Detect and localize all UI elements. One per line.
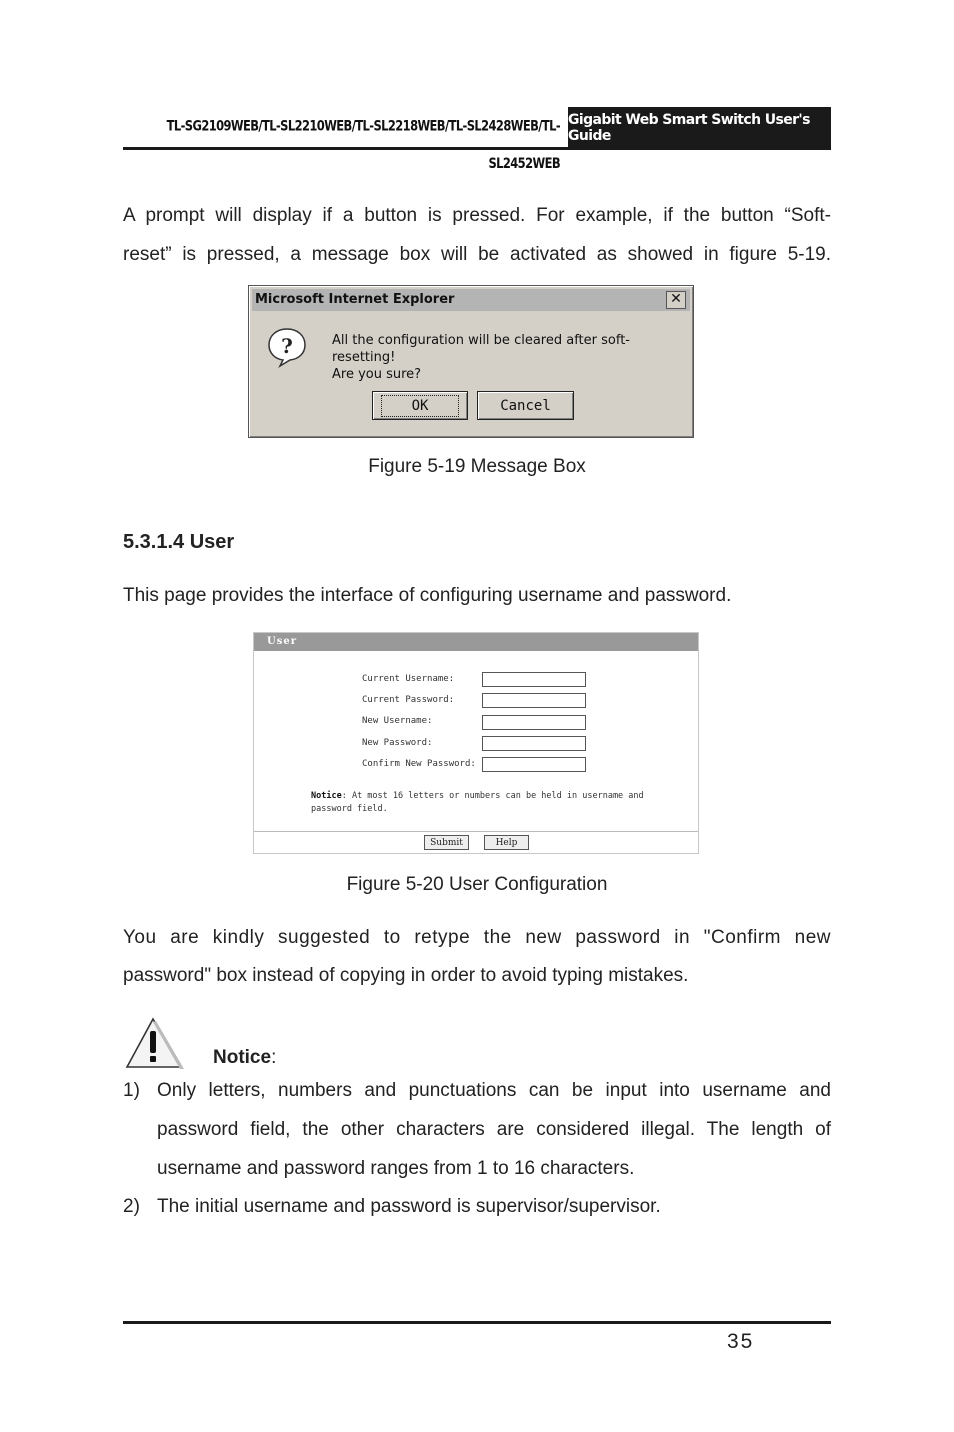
current-username-label: Current Username: bbox=[362, 674, 455, 684]
list-item-number: 2) bbox=[123, 1196, 140, 1217]
question-icon bbox=[266, 326, 308, 368]
confirm-password-label: Confirm New Password: bbox=[362, 759, 476, 769]
message-box-title-bar bbox=[252, 289, 690, 311]
list-item-text: The initial username and password is supervisor/supervisor. bbox=[157, 1196, 661, 1217]
user-panel-notice-label: Notice bbox=[311, 791, 342, 801]
message-line-2: Are you sure? bbox=[332, 367, 422, 382]
message-line-1: All the configuration will be cleared after soft-resetting! bbox=[332, 333, 630, 365]
new-username-input[interactable] bbox=[482, 715, 586, 730]
header-model-list: TL-SG2109WEB/TL-SL2210WEB/TL-SL2218WEB/TL-SL2428WEB/TL-SL2452WEB bbox=[166, 116, 560, 172]
user-panel-notice bbox=[311, 790, 661, 816]
intro-line-2: reset” is pressed, a message box will be activated as showed in figure 5-19. bbox=[123, 244, 831, 265]
warning-icon bbox=[124, 1016, 184, 1070]
message-box-dialog bbox=[248, 285, 694, 438]
ok-button[interactable] bbox=[372, 391, 468, 420]
header-guide-title: Gigabit Web Smart Switch User's Guide bbox=[568, 107, 831, 149]
user-config-panel bbox=[253, 632, 699, 854]
help-button[interactable]: Help bbox=[484, 835, 529, 850]
new-username-label: New Username: bbox=[362, 716, 433, 726]
list-item bbox=[123, 1071, 831, 1188]
close-icon[interactable]: ✕ bbox=[666, 291, 686, 309]
suggestion-line-2: password" box instead of copying in order to avoid typing mistakes. bbox=[123, 965, 689, 986]
ok-button-label: OK bbox=[381, 395, 460, 417]
notice-label: Notice bbox=[213, 1047, 272, 1068]
section-title: 5.3.1.4 User bbox=[123, 531, 235, 553]
list-item-text: Only letters, numbers and punctuations can be input into username and password field, the other characters are considered illegal. The length of username and password ranges from 1 to 16 characters. bbox=[157, 1080, 831, 1179]
notice-heading bbox=[213, 1047, 276, 1069]
list-item-number: 1) bbox=[123, 1080, 140, 1101]
page-number: 35 bbox=[727, 1330, 755, 1353]
list-item bbox=[123, 1187, 831, 1226]
cancel-button[interactable]: Cancel bbox=[477, 391, 574, 420]
suggestion-line-1: You are kindly suggested to retype the new password in "Confirm new bbox=[123, 927, 831, 948]
user-panel-title: User bbox=[254, 633, 698, 651]
figure-19-caption: Figure 5-19 Message Box bbox=[368, 456, 586, 477]
message-box-title: Microsoft Internet Explorer bbox=[255, 292, 455, 307]
new-password-input[interactable] bbox=[482, 736, 586, 751]
header-rule bbox=[123, 147, 831, 150]
current-password-label: Current Password: bbox=[362, 695, 455, 705]
submit-button[interactable]: Submit bbox=[424, 835, 469, 850]
current-username-input[interactable] bbox=[482, 672, 586, 687]
svg-text:?: ? bbox=[281, 334, 293, 358]
user-panel-divider bbox=[254, 831, 698, 832]
footer-rule bbox=[123, 1321, 831, 1324]
message-box-text bbox=[332, 332, 692, 383]
new-password-label: New Password: bbox=[362, 738, 433, 748]
figure-20-caption: Figure 5-20 User Configuration bbox=[346, 874, 608, 895]
user-panel-notice-text: : At most 16 letters or numbers can be held in username and password field. bbox=[311, 791, 644, 814]
notice-colon: : bbox=[271, 1047, 277, 1068]
current-password-input[interactable] bbox=[482, 693, 586, 708]
intro-line-1: A prompt will display if a button is pressed. For example, if the button “Soft- bbox=[123, 205, 831, 226]
section-description: This page provides the interface of configuring username and password. bbox=[123, 585, 732, 606]
confirm-password-input[interactable] bbox=[482, 757, 586, 772]
